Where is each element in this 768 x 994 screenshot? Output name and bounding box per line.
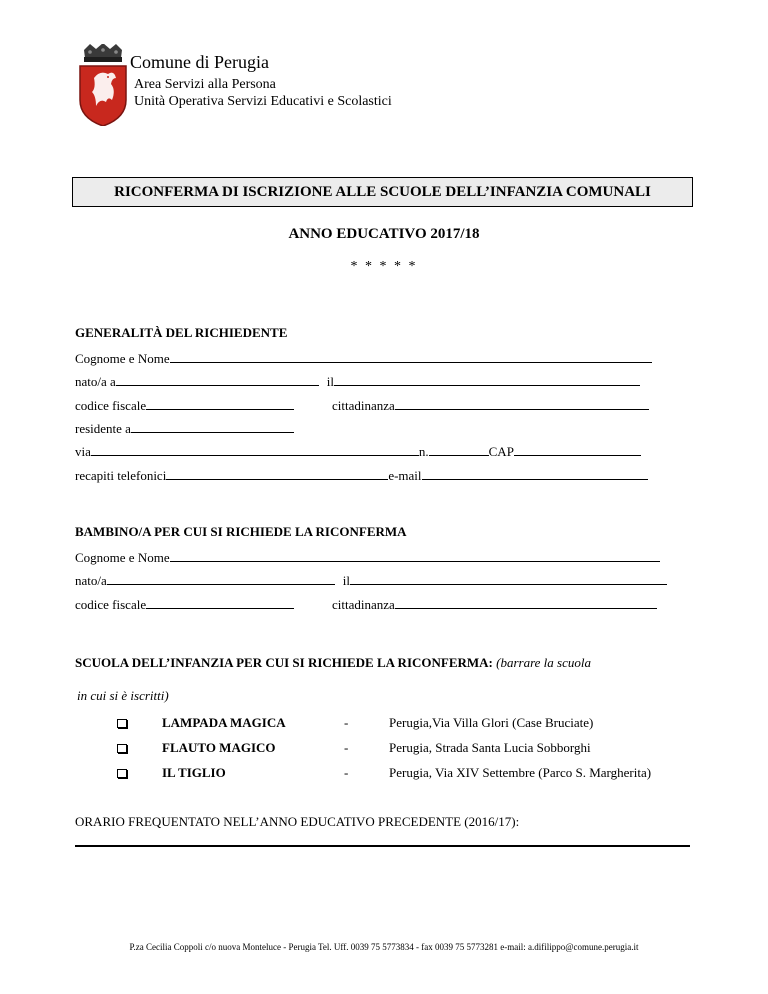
child-heading: BAMBINO/A PER CUI SI RICHIEDE LA RICONFERMA	[75, 524, 407, 539]
applicant-street-field[interactable]	[91, 443, 419, 456]
child-citizenship-label: cittadinanza	[332, 597, 395, 612]
applicant-fiscal-label: codice fiscale	[75, 398, 147, 413]
footer-contact: P.za Cecilia Coppoli c/o nuova Monteluce - Perugia Tel. Uff. 0039 75 5773834 - fax 0039 75 5773281 e-mail: a.difilippo@comune.perugia.it	[129, 942, 639, 952]
school-address-flauto-magico: Perugia, Strada Santa Lucia Sobborghi	[389, 740, 591, 755]
applicant-name-label: Cognome e Nome	[75, 351, 170, 366]
applicant-contacts-row	[75, 467, 648, 484]
school-checkbox-flauto-magico[interactable]	[117, 744, 127, 753]
child-name-field[interactable]	[170, 549, 660, 562]
applicant-number-field[interactable]	[429, 443, 489, 456]
child-fiscal-row	[75, 596, 294, 613]
applicant-name-field[interactable]	[170, 350, 652, 363]
child-birth-row	[75, 572, 667, 589]
child-birthplace-field[interactable]	[107, 572, 335, 585]
child-birthdate-field[interactable]	[350, 572, 667, 585]
school-address-lampada-magica: Perugia,Via Villa Glori (Case Bruciate)	[389, 715, 594, 730]
applicant-birthplace-field[interactable]	[116, 373, 319, 386]
school-checkbox-il-tiglio[interactable]	[117, 769, 127, 778]
org-area: Area Servizi alla Persona	[134, 77, 276, 92]
applicant-phone-field[interactable]	[166, 467, 388, 480]
applicant-street-label: via	[75, 444, 91, 459]
school-dash: -	[344, 765, 349, 780]
schedule-label: ORARIO FREQUENTATO NELL’ANNO EDUCATIVO PRECEDENTE (2016/17):	[75, 814, 520, 829]
applicant-name-row	[75, 350, 652, 367]
applicant-cap-field[interactable]	[514, 443, 641, 456]
separator-stars: * * * * *	[350, 259, 418, 274]
applicant-birthplace-label: nato/a a	[75, 374, 116, 389]
applicant-residence-row	[75, 420, 294, 437]
school-dash: -	[344, 715, 349, 730]
schedule-answer-line[interactable]	[75, 845, 690, 847]
form-title: RICONFERMA DI ISCRIZIONE ALLE SCUOLE DELL’INFANZIA COMUNALI	[72, 177, 693, 207]
school-heading-row	[75, 655, 591, 671]
applicant-fiscal-row	[75, 397, 294, 414]
child-name-row	[75, 549, 660, 566]
applicant-cap-label: CAP	[488, 444, 514, 459]
applicant-birthdate-field[interactable]	[334, 373, 640, 386]
school-name-flauto-magico: FLAUTO MAGICO	[162, 740, 276, 755]
school-name-il-tiglio: IL TIGLIO	[162, 765, 226, 780]
child-fiscal-field[interactable]	[146, 596, 294, 609]
applicant-citizenship-label: cittadinanza	[332, 398, 395, 413]
perugia-crest-logo	[78, 44, 128, 126]
applicant-birthdate-label: il	[326, 374, 335, 389]
applicant-phone-label: recapiti telefonici	[75, 468, 167, 483]
school-note-continued: in cui si è iscritti)	[77, 688, 169, 703]
school-name-lampada-magica: LAMPADA MAGICA	[162, 715, 286, 730]
applicant-residence-label: residente a	[75, 421, 131, 436]
applicant-address-row	[75, 443, 641, 460]
applicant-email-label: e-mail	[388, 468, 422, 483]
child-citizenship-field[interactable]	[395, 596, 657, 609]
child-name-label: Cognome e Nome	[75, 550, 170, 565]
form-subtitle: ANNO EDUCATIVO 2017/18	[288, 226, 480, 242]
child-citizenship-row	[332, 596, 657, 613]
applicant-residence-field[interactable]	[131, 420, 294, 433]
school-address-il-tiglio: Perugia, Via XIV Settembre (Parco S. Margherita)	[389, 765, 652, 780]
school-checkbox-lampada-magica[interactable]	[117, 719, 127, 728]
school-dash: -	[344, 740, 349, 755]
org-name: Comune di Perugia	[130, 52, 269, 72]
applicant-email-field[interactable]	[422, 467, 648, 480]
child-birthplace-label: nato/a	[75, 573, 107, 588]
school-note: (barrare la scuola	[496, 655, 591, 670]
school-heading: SCUOLA DELL’INFANZIA PER CUI SI RICHIEDE LA RICONFERMA:	[75, 655, 493, 670]
child-birthdate-label: il	[342, 573, 350, 588]
org-unit: Unità Operativa Servizi Educativi e Scolastici	[134, 94, 392, 109]
applicant-heading: GENERALITÀ DEL RICHIEDENTE	[75, 325, 288, 340]
applicant-number-label: n.	[418, 444, 429, 459]
applicant-citizenship-row	[332, 397, 649, 414]
child-fiscal-label: codice fiscale	[75, 597, 147, 612]
applicant-citizenship-field[interactable]	[395, 397, 649, 410]
applicant-birth-row	[75, 373, 640, 390]
applicant-fiscal-field[interactable]	[146, 397, 294, 410]
